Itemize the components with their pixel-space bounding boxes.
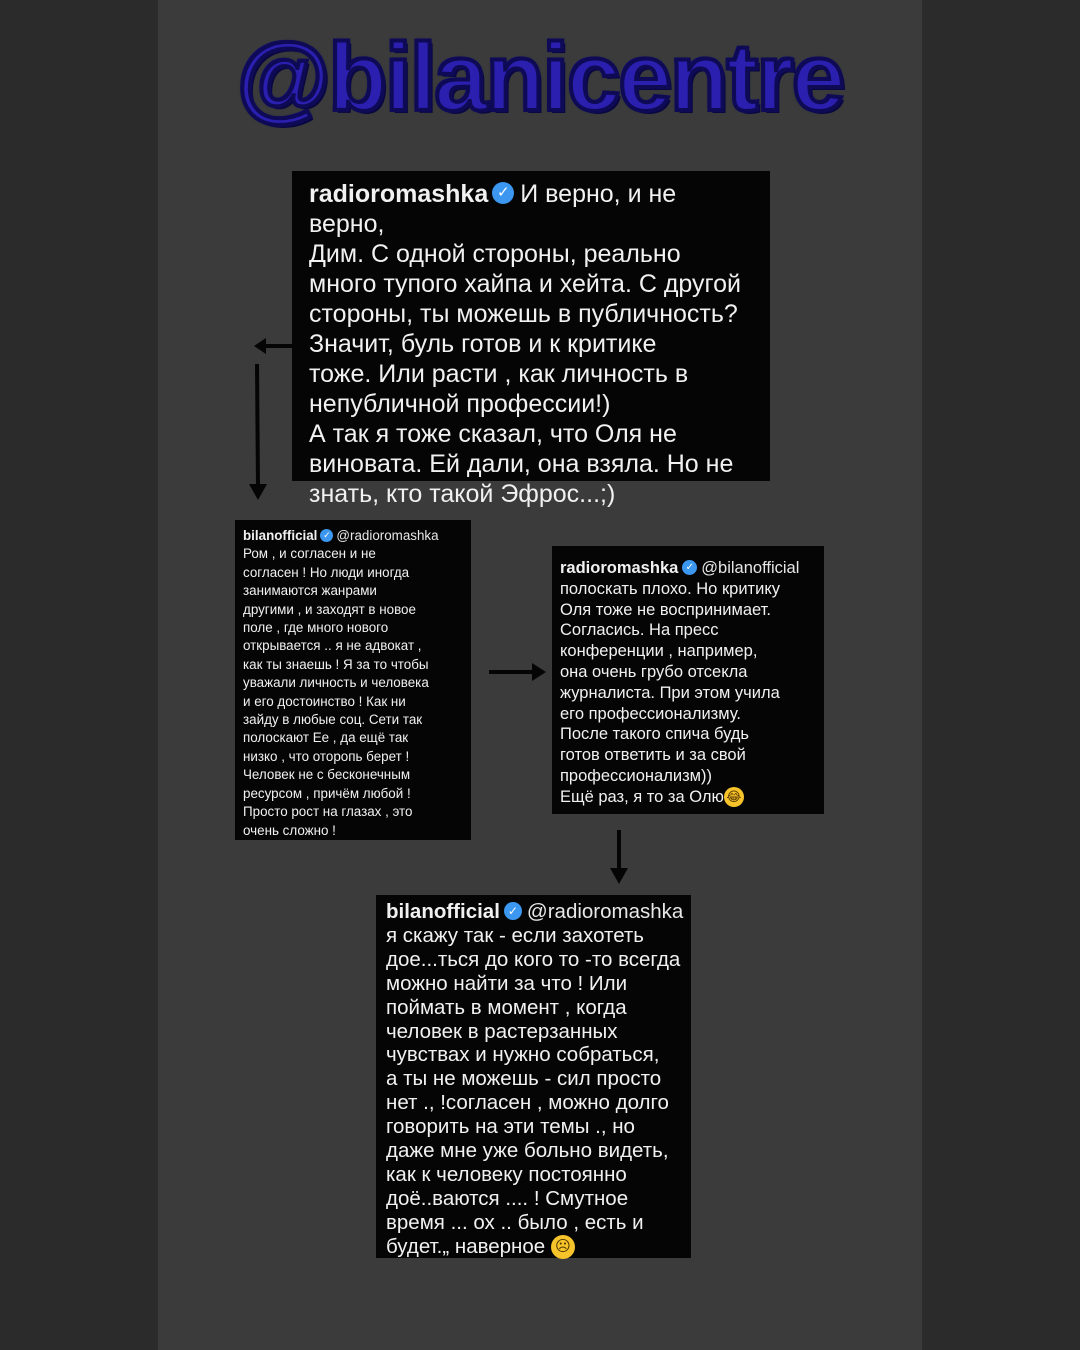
arrow-down-icon (249, 364, 267, 500)
verified-badge-icon: ✓ (504, 902, 522, 920)
arrow-down-icon (610, 830, 628, 884)
sad-emoji-icon: ☹ (551, 1235, 575, 1259)
comment-username[interactable]: radioromashka (309, 180, 489, 208)
comment-text: И верно, и не верно, Дим. С одной стороны, реально много тупого хайпа и хейта. С другой стороны, ты можешь в публичность? Значит, буль готов и к критике тоже. Или расти , как личность в непубличной профессии!) А так я тоже сказал, что Оля не виновата. Ей дали, она взяла. Но не знать, кто такой Эфрос...;) (309, 180, 741, 508)
arrow-right-icon (489, 663, 546, 681)
arrow-left-icon (254, 338, 292, 354)
comment-username[interactable]: bilanofficial (386, 900, 500, 923)
comment-mention[interactable]: @radioromashka (336, 528, 439, 543)
comment-mention[interactable]: @radioromashka (526, 900, 684, 923)
comment-username[interactable]: bilanofficial (243, 528, 318, 543)
comment-text: Ром , и согласен и не согласен ! Но люди иногда занимаются жанрами другими , и заходят в новое поле , где много нового открывается .. я не адвокат , как ты знаешь ! Я за то чтобы уважали личность и человека и его достоинство ! Как ни зайду в любые соц. Сети так полоскают Ее , да ещё так низко , что оторопь берет ! Человек не с бесконечным ресурсом , причём любой ! Просто рост на глазах , это очень сложно ! (243, 546, 429, 838)
page-title: @bilanicentre (236, 24, 844, 131)
verified-badge-icon: ✓ (320, 529, 333, 542)
comment-mention[interactable]: @bilanofficial (701, 559, 800, 577)
verified-badge-icon: ✓ (682, 560, 697, 575)
comment-text: я скажу так - если захотеть дое...ться до кого то -то всегда можно найти за что ! Или поймать в момент , когда человек в растерзанных чувствах и нужно собраться, а ты не можешь - сил просто нет ., !согласен , можно долго говорить на эти темы ., но даже мне уже больно видеть, как к человеку постоянно доё..ваются .... ! Смутное время ... ох .. было , есть и будет.„ наверное (386, 923, 681, 1258)
comment-username[interactable]: radioromashka (560, 559, 679, 577)
laughing-emoji-icon: 😂 (724, 787, 744, 807)
comment-text: полоскать плохо. Но критику Оля тоже не воспринимает. Согласись. На пресс конференции , например, она очень грубо отсекла журналиста. При этом учила его профессионализму. После такого спича будь готов ответить и за свой профессионализм)) Ещё раз, я то за Олю (560, 579, 780, 806)
verified-badge-icon: ✓ (492, 182, 514, 204)
